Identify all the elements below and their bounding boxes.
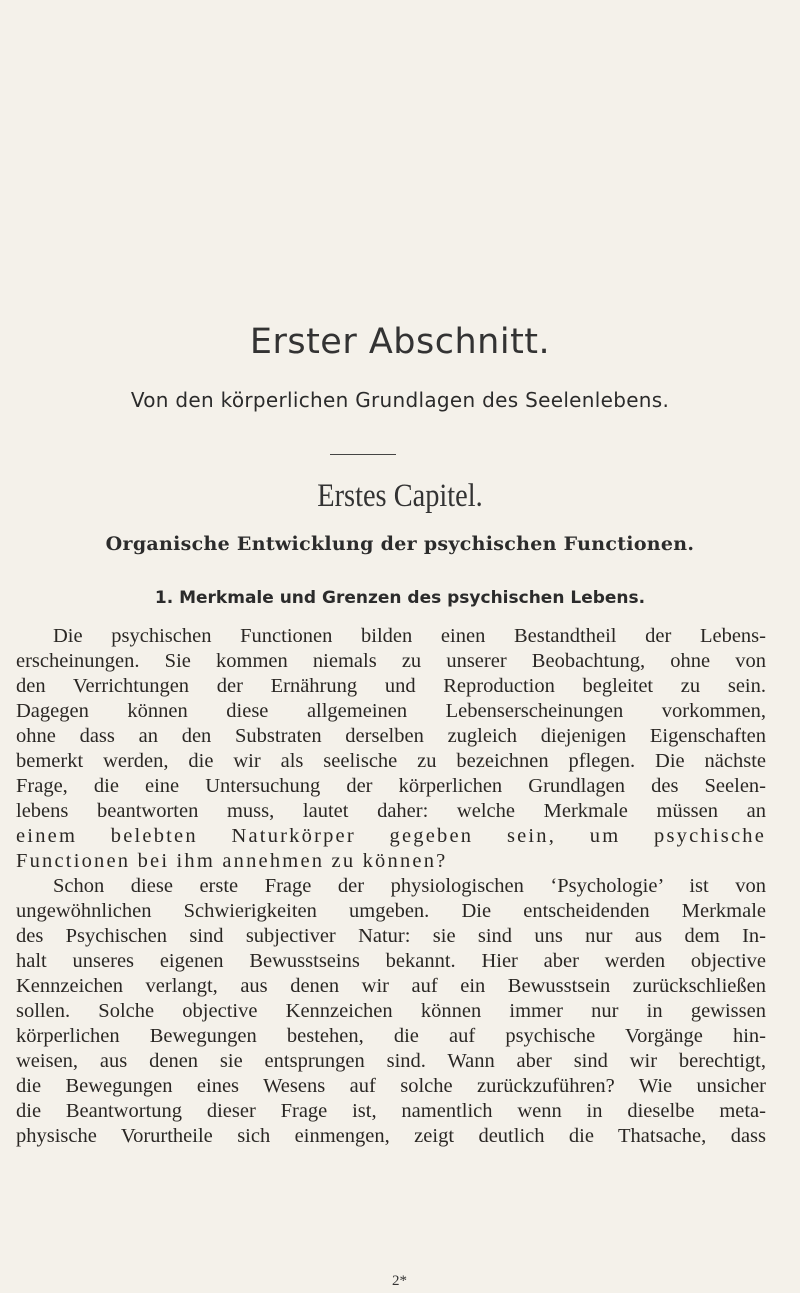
text-line: einem belebten Naturkörper gegeben sein, um psychische bbox=[16, 825, 766, 847]
paragraph-heading: 1. Merkmale und Grenzen des psychischen Lebens. bbox=[154, 588, 646, 608]
text-line: Die psychischen Functionen bilden einen Bestandtheil der Lebens- bbox=[53, 625, 766, 647]
text-line: bemerkt werden, die wir als seelische zu bezeichnen pflegen. Die nächste bbox=[16, 750, 766, 772]
body-text bbox=[16, 624, 766, 1149]
text-line: erscheinungen. Sie kommen niemals zu unserer Beobachtung, ohne von bbox=[16, 650, 766, 672]
text-line: lebens beantworten muss, lautet daher: welche Merkmale müssen an bbox=[16, 800, 766, 822]
text-line: weisen, aus denen sie entsprungen sind. Wann aber sind wir berechtigt, bbox=[16, 1050, 766, 1072]
chapter-title: Erstes Capitel. bbox=[317, 478, 483, 514]
text-line: Functionen bei ihm annehmen zu können? bbox=[16, 850, 448, 872]
text-line: Schon diese erste Frage der physiologischen ‘Psychologie’ ist von bbox=[53, 875, 766, 897]
text-line: des Psychischen sind subjectiver Natur: sie sind uns nur aus dem In- bbox=[16, 925, 766, 947]
section-title: Erster Abschnitt. bbox=[249, 322, 551, 362]
text-line: körperlichen Bewegungen bestehen, die auf psychische Vorgänge hin- bbox=[16, 1025, 766, 1047]
text-line: Dagegen können diese allgemeinen Lebenserscheinungen vorkommen, bbox=[16, 700, 766, 722]
chapter-subtitle: Organische Entwicklung der psychischen Functionen. bbox=[105, 533, 695, 555]
text-line: den Verrichtungen der Ernährung und Reproduction begleitet zu sein. bbox=[16, 675, 766, 697]
text-line: ungewöhnlichen Schwierigkeiten umgeben. Die entscheidenden Merkmale bbox=[16, 900, 766, 922]
divider-rule bbox=[330, 454, 396, 455]
text-line: Frage, die eine Untersuchung der körperlichen Grundlagen des Seelen- bbox=[16, 775, 766, 797]
section-subtitle: Von den körperlichen Grundlagen des Seelenlebens. bbox=[130, 388, 670, 412]
text-line: die Bewegungen eines Wesens auf solche zurückzuführen? Wie unsicher bbox=[16, 1075, 766, 1097]
text-line: die Beantwortung dieser Frage ist, namentlich wenn in dieselbe meta- bbox=[16, 1100, 766, 1122]
text-line: sollen. Solche objective Kennzeichen können immer nur in gewissen bbox=[16, 1000, 766, 1022]
text-line: ohne dass an den Substraten derselben zugleich diejenigen Eigenschaften bbox=[16, 725, 766, 747]
signature-mark: 2* bbox=[392, 1273, 407, 1289]
text-line: physische Vorurtheile sich einmengen, zeigt deutlich die Thatsache, dass bbox=[16, 1125, 766, 1147]
text-line: halt unseres eigenen Bewusstseins bekannt. Hier aber werden objective bbox=[16, 950, 766, 972]
text-line: Kennzeichen verlangt, aus denen wir auf ein Bewusstsein zurückschließen bbox=[16, 975, 766, 997]
